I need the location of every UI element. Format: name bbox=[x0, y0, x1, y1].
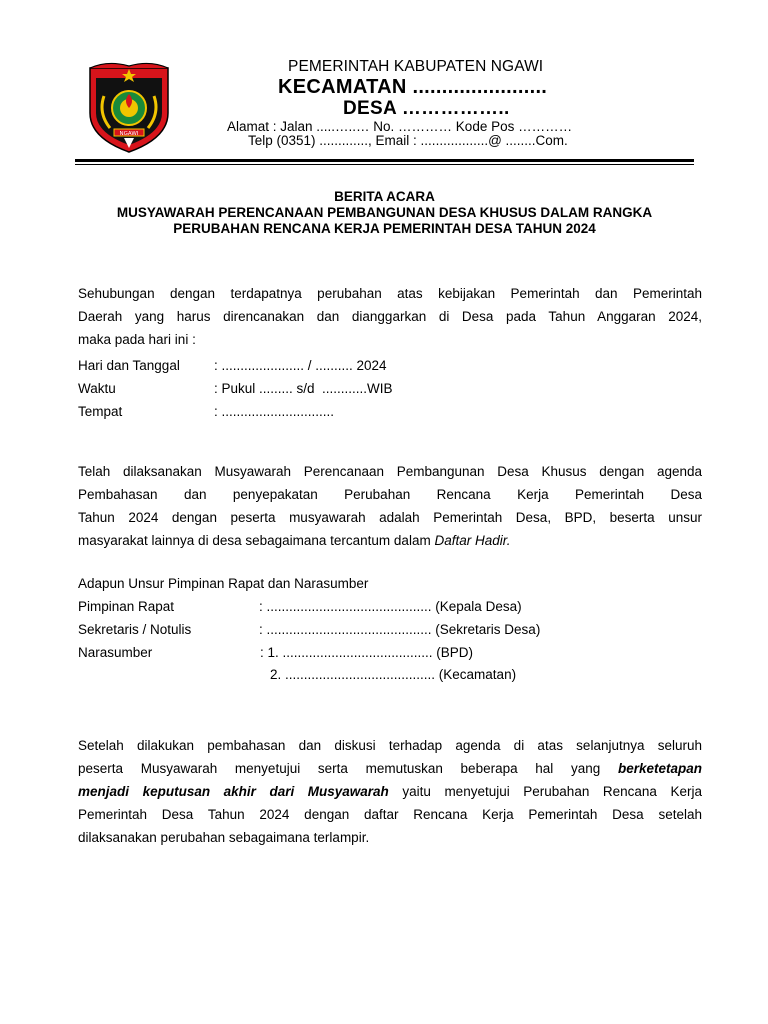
para3-emphasis-2: menjadi keputusan akhir dari Musyawarah bbox=[78, 784, 389, 799]
header-village: DESA …………….. bbox=[343, 98, 510, 119]
leader-value-chair: : ............................................ (Kepala Desa) bbox=[259, 599, 522, 614]
intro-line-3: maka pada hari ini : bbox=[78, 332, 196, 347]
para2-line-2: Pembahasan dan penyepakatan Perubahan Rencana Kerja Pemerintah Desa bbox=[78, 487, 702, 502]
letterhead-divider-thin bbox=[75, 164, 694, 165]
header-district: KECAMATAN ....................... bbox=[278, 76, 548, 98]
schedule-label-place: Tempat bbox=[78, 404, 123, 419]
schedule-label-date: Hari dan Tanggal bbox=[78, 358, 180, 373]
para3-line-3-text: yaitu menyetujui Perubahan Rencana Kerja bbox=[388, 784, 702, 799]
ngawi-regency-emblem-icon bbox=[88, 58, 170, 154]
leaders-heading: Adapun Unsur Pimpinan Rapat dan Narasumber bbox=[78, 576, 369, 591]
leader-label-speaker: Narasumber bbox=[78, 645, 153, 660]
intro-line-1: Sehubungan dengan terdapatnya perubahan atas kebijakan Pemerintah dan Pemerintah bbox=[78, 286, 702, 301]
para3-line-1: Setelah dilakukan pembahasan dan diskusi terhadap agenda di atas selanjutnya seluruh bbox=[78, 738, 702, 753]
leader-label-chair: Pimpinan Rapat bbox=[78, 599, 175, 614]
leader-value-speaker-1: : 1. ........................................ (BPD) bbox=[260, 645, 474, 660]
intro-line-2: Daerah yang harus direncanakan dan dianggarkan di Desa pada Tahun Anggaran 2024, bbox=[78, 309, 702, 324]
schedule-value-date: : ...................... / .......... 2024 bbox=[214, 358, 387, 373]
letterhead-divider bbox=[75, 159, 694, 162]
para3-emphasis-1: berketetapan bbox=[617, 761, 702, 776]
leader-value-secretary: : ............................................ (Sekretaris Desa) bbox=[259, 622, 541, 637]
header-government: PEMERINTAH KABUPATEN NGAWI bbox=[288, 58, 544, 75]
schedule-value-time: : Pukul ......... s/d ............WIB bbox=[214, 381, 393, 396]
para3-line-4: Pemerintah Desa Tahun 2024 dengan daftar Rencana Kerja Pemerintah Desa setelah bbox=[78, 807, 702, 822]
attendance-list-reference: Daftar Hadir. bbox=[434, 533, 511, 548]
header-address: Alamat : Jalan .....…..… No. ………… Kode Pos ………… bbox=[227, 119, 573, 134]
schedule-value-place: : .............................. bbox=[214, 404, 335, 419]
para2-line-1: Telah dilaksanakan Musyawarah Perencanaan Pembangunan Desa Khusus dengan agenda bbox=[78, 464, 702, 479]
para3-line-2 bbox=[78, 758, 702, 781]
header-contact: Telp (0351) ............., Email : ..................@ ........Com. bbox=[248, 133, 568, 148]
para2-line-4 bbox=[78, 530, 702, 553]
logo-banner-text: NGAWI bbox=[119, 131, 139, 137]
leader-label-secretary: Sekretaris / Notulis bbox=[78, 622, 192, 637]
para3-line-2-text: peserta Musyawarah menyetujui serta memutuskan beberapa hal yang bbox=[78, 761, 618, 776]
leader-value-speaker-2: 2. ........................................ (Kecamatan) bbox=[270, 667, 517, 682]
document-subtitle-1: MUSYAWARAH PERENCANAAN PEMBANGUNAN DESA KHUSUS DALAM RANGKA bbox=[116, 205, 653, 220]
schedule-label-time: Waktu bbox=[78, 381, 116, 396]
para3-line-5: dilaksanakan perubahan sebagaimana terlampir. bbox=[78, 830, 370, 845]
document-title: BERITA ACARA bbox=[334, 189, 435, 204]
document-subtitle-2: PERUBAHAN RENCANA KERJA PEMERINTAH DESA TAHUN 2024 bbox=[173, 221, 596, 236]
para2-line-3: Tahun 2024 dengan peserta musyawarah adalah Pemerintah Desa, BPD, beserta unsur bbox=[78, 510, 702, 525]
para2-line-4-text: masyarakat lainnya di desa sebagaimana tercantum dalam bbox=[78, 533, 435, 548]
para3-line-3 bbox=[78, 781, 702, 804]
